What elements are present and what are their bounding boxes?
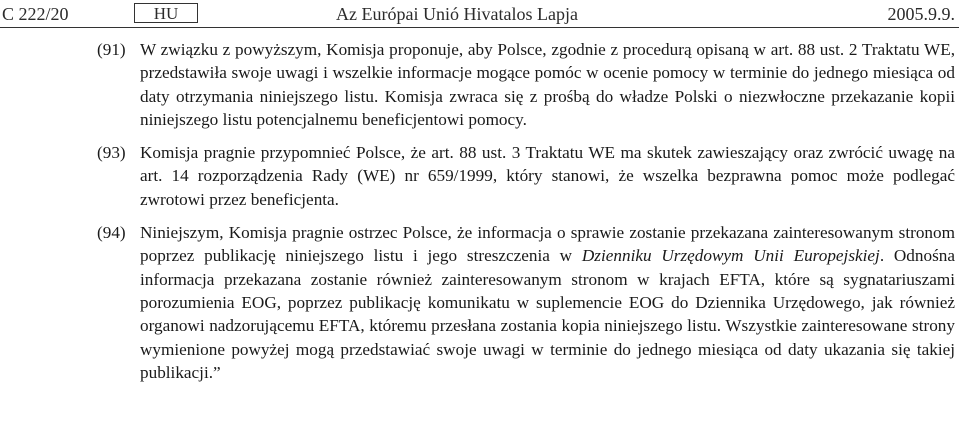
paragraph-text: W związku z powyższym, Komisja proponuje, aby Polsce, zgodnie z procedurą opisaną w art. 88 ust. 2 Traktatu WE, przedstawiła swoje uwagi i wszelkie informacje mogące pomóc w ocenie pomocy w terminie do jednego miesiąca od daty otrzymania niniejszego listu. Komisja zwraca się z prośbą do władze Polski o niezwłoczne przekazanie kopii niniejszego listu potencjalnemu beneficjentowi pomocy. <box>140 40 955 129</box>
header-divider <box>0 27 959 28</box>
paragraph-91 <box>95 38 955 131</box>
paragraph-number: (93) <box>97 143 126 163</box>
journal-name-italic: Dzienniku Urzędowym Unii Europejskiej <box>581 246 880 266</box>
publication-date: 2005.9.9. <box>887 4 955 24</box>
paragraph-text-part-b: . Odnośna informacja przekazana zostanie również zainteresowanym stronom w krajach EFTA, które są sygnatariuszami porozumienia EOG, poprzez publikację komunikatu w suplemencie EOG do Dziennika Urzędowego, jak również organowi nadzorującemu EFTA, któremu przesłana zostania kopia niniejszego listu. Wszystkie zainteresowane strony wymienione powyżej mogą przedstawiać swoje uwagi w terminie do jednego miesiąca od daty ukazania się takiej publikacji.” <box>140 246 955 382</box>
paragraph-93 <box>95 141 955 211</box>
paragraph-number: (94) <box>97 223 126 243</box>
paragraph-94 <box>95 221 955 384</box>
paragraph-text: Komisja pragnie przypomnieć Polsce, że art. 88 ust. 3 Traktatu WE ma skutek zawieszający oraz zwrócić uwagę na art. 14 rozporządzenia Rady (WE) nr 659/1999, który stanowi, że wszelka bezprawna pomoc może podlegać zwrotowi przez beneficjenta. <box>140 143 955 209</box>
journal-title: Az Európai Unió Hivatalos Lapja <box>336 4 578 24</box>
language-badge: HU <box>134 3 198 23</box>
journal-reference: C 222/20 <box>2 4 69 24</box>
document-body <box>95 38 955 384</box>
page-header <box>0 0 959 30</box>
paragraph-number: (91) <box>97 40 126 59</box>
paragraph-text-part-a: Niniejszym, Komisja pragnie ostrzec Polsce, że informacja o sprawie zostanie przekazana zainteresowanym stronom poprzez publikację niniejszego listu i jego streszczenia w <box>140 223 955 266</box>
